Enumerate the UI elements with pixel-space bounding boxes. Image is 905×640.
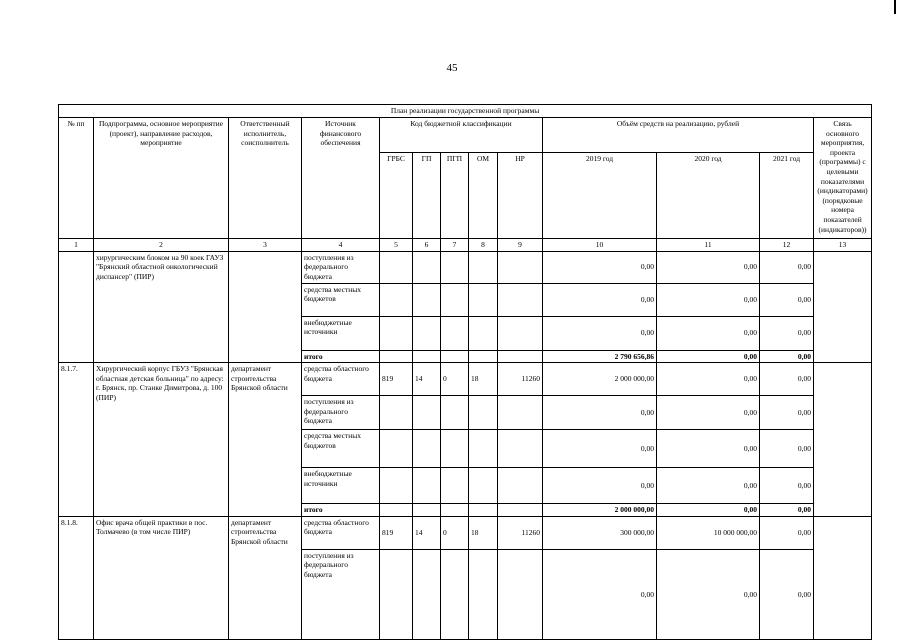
column-number: 13: [814, 239, 872, 252]
cell-gp: 14: [413, 363, 441, 396]
cell-source: средства местных бюджетов: [302, 430, 380, 468]
header-responsible: Ответственный исполнитель, соисполнитель: [229, 118, 302, 239]
cell-2021: 0,00: [760, 283, 814, 316]
cell-responsible: [229, 251, 302, 363]
cell-2019: 0,00: [543, 549, 657, 639]
table-row: [59, 251, 872, 283]
cell-source: поступления из федерального бюджета: [302, 251, 380, 283]
column-number: 7: [441, 239, 469, 252]
cell-2019: 0,00: [543, 396, 657, 430]
cell-subprogram: Хирургический корпус ГБУЗ "Брянская областная детская больница" по адресу: г. Брянск, пр. Станке Димитрова, д. 100 (ПИР): [94, 363, 229, 517]
cell-2020: 10 000 000,00: [657, 516, 760, 549]
cell-2021: 0,00: [760, 350, 814, 363]
header-amount: Объём средств на реализацию, рублей: [543, 118, 814, 153]
cell-grbs: 819: [380, 363, 413, 396]
cell-source: средства местных бюджетов: [302, 283, 380, 316]
page-number: 45: [446, 62, 458, 74]
cell-source: итого: [302, 504, 380, 517]
header-pgp: ПГП: [441, 153, 469, 239]
cell-om: 18: [469, 516, 498, 549]
cell-source: внебюджетные источники: [302, 316, 380, 350]
column-number: 10: [543, 239, 657, 252]
header-2019: 2019 год: [543, 153, 657, 239]
header-subprogram: Подпрограмма, основное мероприятие (проект), направление расходов, мероприятие: [94, 118, 229, 239]
column-number: 5: [380, 239, 413, 252]
cell-source: средства областного бюджета: [302, 516, 380, 549]
cell-2021: 0,00: [760, 251, 814, 283]
cell-link: [814, 516, 872, 639]
cell-num: [59, 251, 94, 363]
cell-2019: 300 000,00: [543, 516, 657, 549]
column-number: 1: [59, 239, 94, 252]
cell-2020: 0,00: [657, 468, 760, 504]
column-number: 2: [94, 239, 229, 252]
cell-2020: 0,00: [657, 350, 760, 363]
cell-2019: 2 790 656,86: [543, 350, 657, 363]
cell-2020: 0,00: [657, 251, 760, 283]
cell-2021: 0,00: [760, 316, 814, 350]
cell-2019: 0,00: [543, 251, 657, 283]
cell-source: средства областного бюджета: [302, 363, 380, 396]
column-number: 12: [760, 239, 814, 252]
cell-gp: 14: [413, 516, 441, 549]
column-number: 8: [469, 239, 498, 252]
column-number: 9: [498, 239, 543, 252]
cell-2019: 0,00: [543, 430, 657, 468]
cell-link: [814, 251, 872, 363]
cell-responsible: департамент строительства Брянской области: [229, 516, 302, 639]
cell-source: итого: [302, 350, 380, 363]
cell-2021: 0,00: [760, 396, 814, 430]
header-om: ОМ: [469, 153, 498, 239]
cell-2021: 0,00: [760, 549, 814, 639]
cell-nr: 11260: [498, 516, 543, 549]
cell-subprogram: хирургическим блоком на 90 коек ГАУЗ "Брянский областной онкологический диспансер" (ПИР): [94, 251, 229, 363]
cell-2020: 0,00: [657, 396, 760, 430]
cell-2020: 0,00: [657, 549, 760, 639]
cell-2021: 0,00: [760, 504, 814, 517]
cell-pgp: 0: [441, 516, 469, 549]
cell-2021: 0,00: [760, 430, 814, 468]
column-number: 3: [229, 239, 302, 252]
table-row: [59, 363, 872, 396]
edge-mark: [894, 0, 896, 14]
cell-link: [814, 363, 872, 517]
column-number: 11: [657, 239, 760, 252]
header-2020: 2020 год: [657, 153, 760, 239]
cell-num: 8.1.8.: [59, 516, 94, 639]
header-gp: ГП: [413, 153, 441, 239]
cell-source: поступления из федерального бюджета: [302, 549, 380, 639]
cell-om: 18: [469, 363, 498, 396]
header-link: Связь основного мероприятия, проекта (программы) с целевыми показателями (индикаторами) (порядковые номера показателей (индикаторов)): [814, 118, 872, 239]
header-2021: 2021 год: [760, 153, 814, 239]
cell-2021: 0,00: [760, 468, 814, 504]
cell-2019: 0,00: [543, 316, 657, 350]
cell-num: 8.1.7.: [59, 363, 94, 517]
cell-pgp: 0: [441, 363, 469, 396]
cell-2020: 0,00: [657, 430, 760, 468]
cell-2020: 0,00: [657, 283, 760, 316]
column-numbers-row: [59, 239, 872, 252]
cell-2021: 0,00: [760, 516, 814, 549]
cell-2020: 0,00: [657, 316, 760, 350]
cell-2021: 0,00: [760, 363, 814, 396]
table-title: План реализации государственной программы: [59, 105, 872, 118]
cell-2020: 0,00: [657, 504, 760, 517]
header-nr: НР: [498, 153, 543, 239]
cell-2019: 2 000 000,00: [543, 504, 657, 517]
cell-responsible: департамент строительства Брянской области: [229, 363, 302, 517]
column-number: 6: [413, 239, 441, 252]
header-num: № пп: [59, 118, 94, 239]
table-row: [59, 516, 872, 549]
header-bcc: Код бюджетной классификации: [380, 118, 543, 153]
cell-subprogram: Офис врача общей практики в пос. Толмачево (в том числе ПИР): [94, 516, 229, 639]
cell-2019: 0,00: [543, 283, 657, 316]
cell-source: поступления из федерального бюджета: [302, 396, 380, 430]
cell-grbs: 819: [380, 516, 413, 549]
column-number: 4: [302, 239, 380, 252]
header-grbs: ГРБС: [380, 153, 413, 239]
budget-plan-table: [58, 104, 872, 640]
cell-2019: 2 000 000,00: [543, 363, 657, 396]
cell-2020: 0,00: [657, 363, 760, 396]
cell-2019: 0,00: [543, 468, 657, 504]
cell-source: внебюджетные источники: [302, 468, 380, 504]
header-source: Источник финансового обеспечения: [302, 118, 380, 239]
cell-nr: 11260: [498, 363, 543, 396]
